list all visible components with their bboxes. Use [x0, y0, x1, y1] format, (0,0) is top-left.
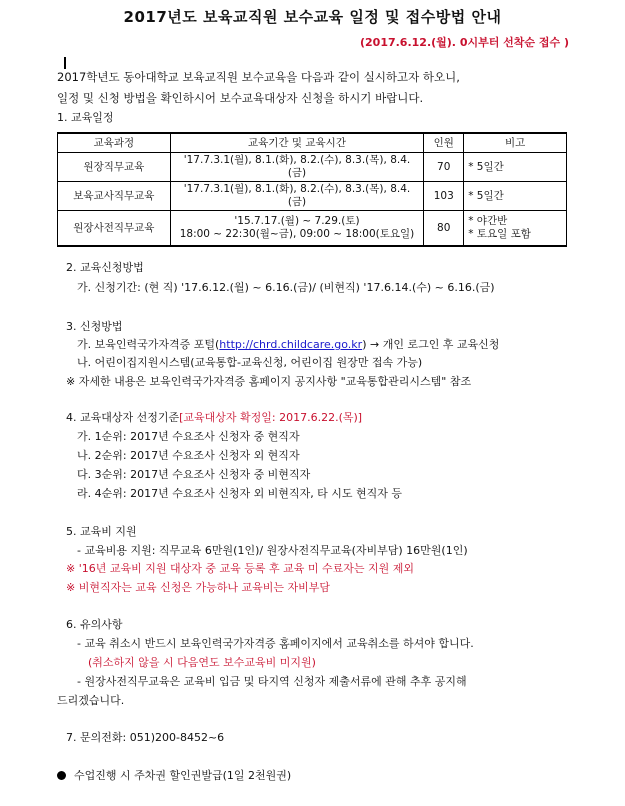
schedule-header-row — [58, 133, 567, 153]
note-cell: * 5일간 — [464, 182, 567, 211]
contact-phone: 7. 문의전화: 051)200-8452~6 — [66, 731, 225, 744]
section3-line-1 — [77, 338, 499, 352]
confirm-date: [교육대상자 확정일: 2017.6.22.(목)] — [179, 411, 363, 424]
note-cell: * 5일간 — [464, 153, 567, 182]
portal-suffix: ) → 개인 로그인 후 교육신청 — [362, 338, 500, 351]
section5-red-note-2: ※ 비현직자는 교육 신청은 가능하나 교육비는 자비부담 — [66, 581, 330, 594]
header-count: 인원 — [424, 133, 464, 153]
section3-line-2: 나. 어린이집지원시스템(교육통합-교육신청, 어린이집 원장만 접속 가능) — [77, 356, 423, 369]
period-dates: '15.7.17.(월) ~ 7.29.(토) — [234, 215, 360, 227]
table-row — [58, 153, 567, 182]
intro-line-2: 일정 및 신청 방법을 확인하시어 보수교육대상자 신청을 하시기 바랍니다. — [57, 91, 424, 105]
text-cursor — [64, 57, 66, 69]
count-cell: 103 — [424, 182, 464, 211]
count-cell: 80 — [424, 211, 464, 247]
note-cell — [464, 211, 567, 247]
section6-red-note: (취소하지 않을 시 다음연도 보수교육비 미지원) — [88, 656, 316, 669]
header-course: 교육과정 — [58, 133, 171, 153]
count-cell: 70 — [424, 153, 464, 182]
table-row — [58, 182, 567, 211]
priority-2: 나. 2순위: 2017년 수요조사 신청자 외 현직자 — [77, 449, 300, 462]
header-note: 비고 — [464, 133, 567, 153]
table-row — [58, 211, 567, 247]
section6-line-2: - 원장사전직무교육은 교육비 입금 및 타지역 신청자 제출서류에 관해 추후 공지해 — [77, 675, 467, 688]
section5-line: - 교육비용 지원: 직무교육 6만원(1인)/ 원장사전직무교육(자비부담) 16만원(1인) — [77, 544, 468, 557]
course-cell: 원장직무교육 — [58, 153, 171, 182]
note-line-1: * 야간반 — [468, 215, 508, 227]
period-cell: '17.7.3.1(월), 8.1.(화), 8.2.(수), 8.3.(목), 8.4.(금) — [170, 182, 424, 211]
period-cell: '17.7.3.1(월), 8.1.(화), 8.2.(수), 8.3.(목), 8.4.(금) — [170, 153, 424, 182]
section4-title: 4. 교육대상자 선정기준 — [66, 411, 180, 424]
priority-1: 가. 1순위: 2017년 수요조사 신청자 중 현직자 — [77, 430, 300, 443]
page-title: 2017년도 보육교직원 보수교육 일정 및 접수방법 안내 — [123, 8, 502, 26]
section5-heading: 5. 교육비 지원 — [66, 525, 137, 538]
priority-3: 다. 3순위: 2017년 수요조사 신청자 중 비현직자 — [77, 468, 311, 481]
section3-note: ※ 자세한 내용은 보육인력국가자격증 홈페이지 공지사항 "교육통합관리시스템" 참조 — [66, 375, 472, 388]
period-hours: 18:00 ~ 22:30(월~금), 09:00 ~ 18:00(토요일) — [179, 228, 415, 240]
note-line-2: * 토요일 포함 — [468, 228, 531, 240]
section4-heading — [66, 411, 362, 425]
parking-note: 수업진행 시 주차권 할인권발급(1일 2천원권) — [74, 769, 292, 782]
portal-prefix: 가. 보육인력국가자격증 포털( — [77, 338, 220, 351]
priority-4: 라. 4순위: 2017년 수요조사 신청자 외 비현직자, 타 시도 현직자 등 — [77, 487, 403, 500]
portal-link[interactable]: http://chrd.childcare.go.kr — [219, 338, 363, 351]
section5-red-note-1: ※ '16년 교육비 지원 대상자 중 교육 등록 후 교육 미 수료자는 지원 제외 — [66, 562, 414, 575]
period-cell — [170, 211, 424, 247]
section2-heading: 2. 교육신청방법 — [66, 261, 144, 274]
section1-heading: 1. 교육일정 — [57, 111, 114, 124]
header-period: 교육기간 및 교육시간 — [170, 133, 424, 153]
course-cell: 원장사전직무교육 — [58, 211, 171, 247]
registration-notice: (2017.6.12.(월). 0시부터 선착순 접수 ) — [359, 36, 569, 49]
schedule-table — [57, 132, 567, 247]
section6-heading: 6. 유의사항 — [66, 618, 123, 631]
section6-line-1: - 교육 취소시 반드시 보육인력국가자격증 홈페이지에서 교육취소를 하셔야 합니다. — [77, 637, 474, 650]
section3-heading: 3. 신청방법 — [66, 320, 123, 333]
course-cell: 보육교사직무교육 — [58, 182, 171, 211]
intro-line-1: 2017학년도 동아대학교 보육교직원 보수교육을 다음과 같이 실시하고자 하오니, — [57, 70, 460, 84]
bullet-icon — [57, 771, 66, 780]
section6-line-2-cont: 드리겠습니다. — [57, 694, 125, 707]
section2-line: 가. 신청기간: (현 직) '17.6.12.(월) ~ 6.16.(금)/ (비현직) '17.6.14.(수) ~ 6.16.(금) — [77, 281, 495, 294]
